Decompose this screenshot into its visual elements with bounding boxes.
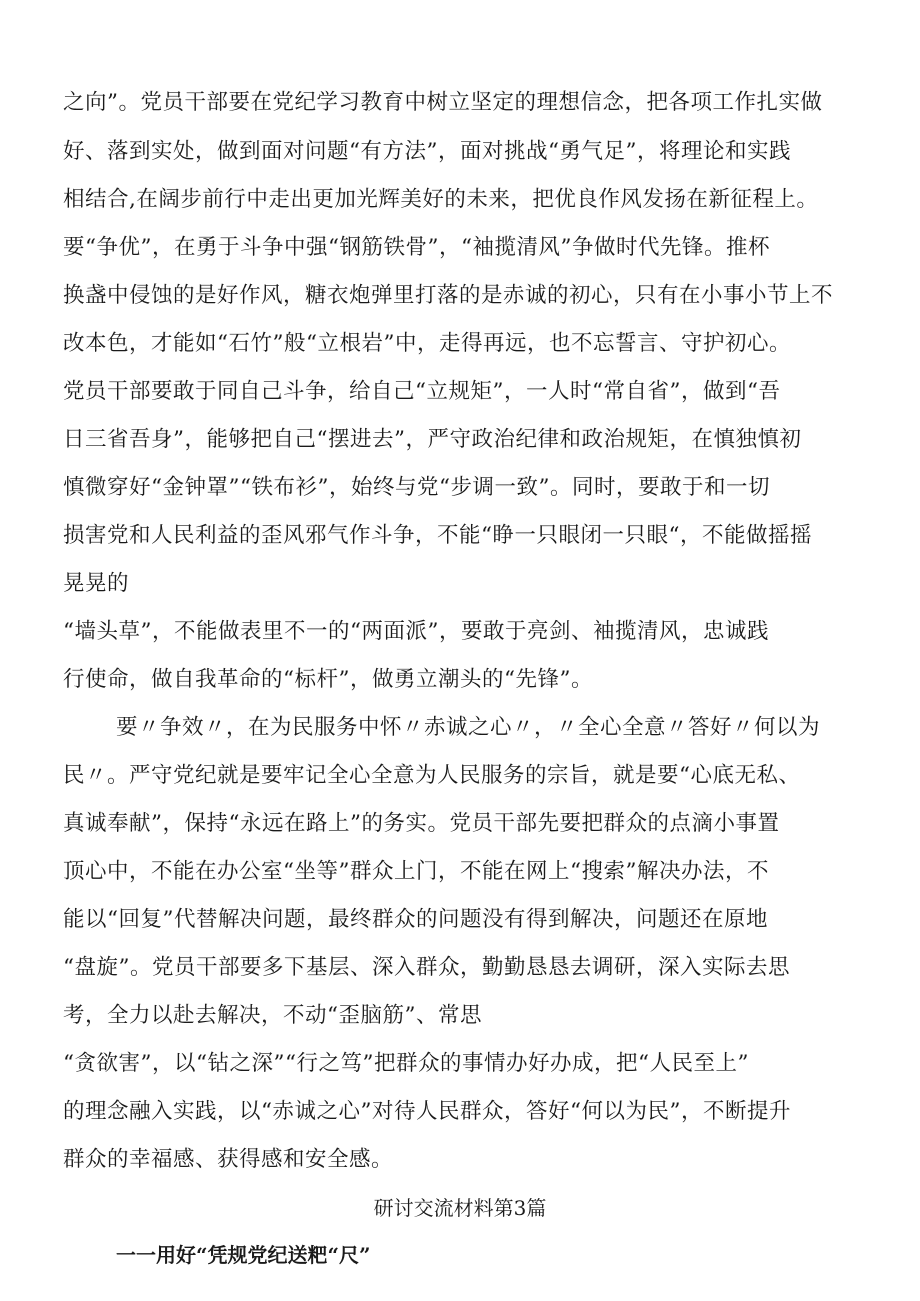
- body-line: 换盏中侵蚀的是好作风，糖衣炮弹里打落的是赤诚的初心，只有在小事小节上不: [63, 283, 834, 308]
- body-line: 慎微穿好“金钟罩”“铁布衫”，始终与党“步调一致”。同时，要敢于和一切: [63, 475, 770, 500]
- body-line: 行使命，做自我革命的“标杆”，做勇立潮头的“先锋”。: [63, 667, 593, 692]
- body-line: 能以“回复”代替解决问题，最终群众的问题没有得到解决，问题还在原地: [63, 907, 768, 932]
- body-line: 民〃。严守党纪就是要牢记全心全意为人民服务的宗旨，就是要“心底无私、: [63, 763, 801, 788]
- body-line: 好、落到实处，做到面对问题“有方法”，面对挑战“勇气足”，将理论和实践: [63, 139, 791, 164]
- body-line: 要“争优”，在勇于斗争中强“钢筋铁骨”，“袖揽清风”争做时代先锋。推杯: [63, 235, 770, 260]
- body-line: “贪欲害”，以“钻之深”“行之笃”把群众的事情办好办成，把“人民至上”: [63, 1051, 749, 1076]
- body-line: 晃晃的: [63, 571, 130, 596]
- body-line: “盘旋”。党员干部要多下基层、深入群众，勤勤恳恳去调研，深入实际去思: [63, 955, 790, 980]
- body-line: 群众的幸福感、获得感和安全感。: [63, 1147, 394, 1172]
- body-line: 顶心中，不能在办公室“坐等”群众上门，不能在网上“搜索”解决办法，不: [63, 859, 769, 884]
- section-subheading: 一一用好“凭规党纪送粑“尺”: [116, 1243, 371, 1267]
- body-line: 改本色，才能如“石竹”般“立根岩”中，走得再远，也不忘誓言、守护初心。: [63, 331, 791, 356]
- body-line: 的理念融入实践，以“赤诚之心”对待人民群众，答好“何以为民”，不断提升: [63, 1099, 791, 1124]
- section-title: 研讨交流材料第3篇: [373, 1196, 547, 1220]
- body-line: 日三省吾身”，能够把自己“摆进去”，严守政治纪律和政治规矩，在慎独慎初: [63, 427, 802, 452]
- paragraph-first-line: 要〃争效〃，在为民服务中怀〃赤诚之心〃，〃全心全意〃答好〃何以为: [116, 715, 821, 740]
- body-line: 相结合,在阔步前行中走出更加光辉美好的未来，把优良作风发扬在新征程上。: [63, 187, 819, 212]
- body-line: 真诚奉献”，保持“永远在路上”的务实。党员干部先要把群众的点滴小事置: [63, 811, 780, 836]
- body-line: “墙头草”，不能做表里不一的“两面派”，要敢于亮剑、袖揽清风，忠诚践: [63, 619, 769, 644]
- body-line: 考，全力以赴去解决，不动“歪脑筋”、常思: [63, 1003, 482, 1028]
- body-line: 损害党和人民利益的歪风邪气作斗争，不能“睁一只眼闭一只眼“，不能做摇摇: [63, 523, 812, 548]
- body-line: 之向”。党员干部要在党纪学习教育中树立坚定的理想信念，把各项工作扎实做: [63, 90, 823, 115]
- body-line: 党员干部要敢于同自己斗争，给自己“立规矩”，一人时“常自省”，做到“吾: [63, 379, 781, 404]
